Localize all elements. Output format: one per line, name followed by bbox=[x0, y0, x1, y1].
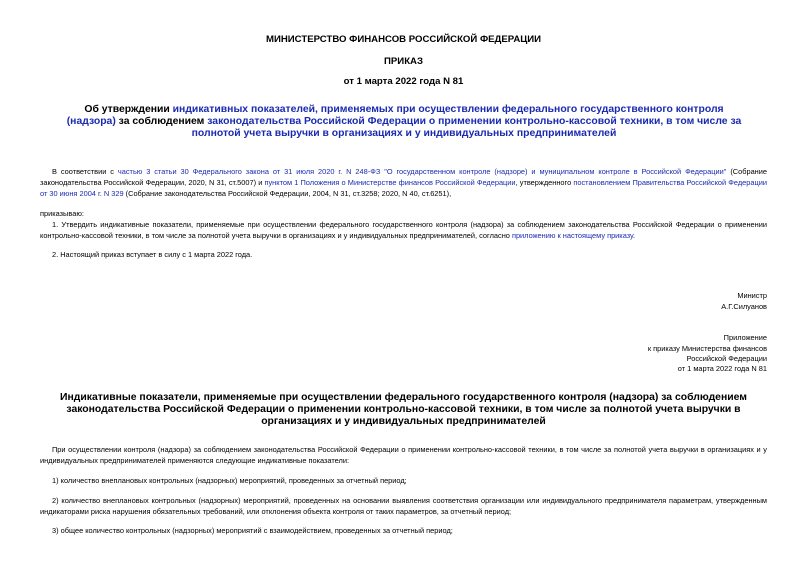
signature-name: А.Г.Силуанов bbox=[721, 302, 767, 311]
appendix-ref-2: к приказу Министерства финансов bbox=[647, 344, 767, 353]
link-federal-law[interactable]: частью 3 статьи 30 Федерального закона от 31 июля 2020 г. N 248-ФЗ "О государственном контроле (надзоре) и муниципальном контроле в Российской Федерации" bbox=[117, 167, 727, 176]
link-appendix[interactable]: приложению к настоящему приказу bbox=[511, 231, 633, 240]
indicator-1: 1) количество внеплановых контрольных (надзорных) мероприятий, проведенных за отчетный период; bbox=[52, 476, 407, 485]
link-government-decree[interactable]: постановлением Правительства Российской Федерации от 30 июня 2004 г. N 329 bbox=[40, 178, 767, 198]
order-word: приказываю: bbox=[40, 209, 84, 218]
indicator-3: 3) общее количество контрольных (надзорных) мероприятий с взаимодействием, проведенных за отчетный период; bbox=[52, 526, 453, 535]
appendix-ref-3: Российской Федерации bbox=[686, 354, 767, 363]
appendix-ref-4: от 1 марта 2022 года N 81 bbox=[677, 364, 767, 373]
preamble-text-4: (Собрание законодательства Российской Федерации, 2004, N 31, ст.3258; 2020, N 40, ст.6251), bbox=[123, 189, 452, 198]
link-ministry-regulation[interactable]: пунктом 1 Положения о Министерстве финансов Российской Федерации bbox=[264, 178, 516, 187]
ministry-header: МИНИСТЕРСТВО ФИНАНСОВ РОССИЙСКОЙ ФЕДЕРАЦИИ bbox=[265, 34, 542, 45]
order-title bbox=[60, 104, 748, 140]
order-item-1 bbox=[40, 219, 767, 241]
appendix-intro: При осуществлении контроля (надзора) за соблюдением законодательства Российской Федерации о применении контрольно-кассовой техники, в том числе за полнотой учета выручки в организациях и у индивидуальных предпринимателей применяются следующие индикативные показатели: bbox=[40, 445, 767, 465]
title-mid: за соблюдением bbox=[115, 116, 208, 127]
indicator-2: 2) количество внеплановых контрольных (надзорных) мероприятий, проведенных на основании выявления соответствия организации или индивидуального предпринимателя параметрам, утвержденным индикаторами риска нарушения обязательных требований, или отклонения объекта контроля от таких параметров, за отчетный период; bbox=[40, 496, 767, 516]
appendix-title: Индикативные показатели, применяемые при осуществлении федерального государственного контроля (надзора) за соблюдением законодательства Российской Федерации о применении контрольно-кассовой техники, в том числе за полнотой учета выручки в организациях и у индивидуальных предпринимателей bbox=[60, 392, 747, 427]
title-link-indicators[interactable]: индикативных показателей, применяемых при осуществлении федерального государственного контроля (надзора) bbox=[66, 104, 724, 127]
signature-position: Министр bbox=[737, 291, 767, 300]
item1-end: . bbox=[633, 231, 636, 240]
title-prefix: Об утверждении bbox=[84, 104, 173, 115]
title-link-legislation[interactable]: законодательства Российской Федерации о применении контрольно-кассовой техники, в том числе за полнотой учета выручки в организациях и у индивидуальных предпринимателей bbox=[191, 116, 742, 139]
preamble-text-2: (Собрание законодательства Российской Федерации, 2020, N 31, ст.5007) и bbox=[40, 167, 767, 187]
order-item-2: 2. Настоящий приказ вступает в силу с 1 марта 2022 года. bbox=[52, 250, 253, 259]
doc-type: ПРИКАЗ bbox=[384, 56, 423, 67]
order-date: от 1 марта 2022 года N 81 bbox=[343, 76, 464, 87]
preamble bbox=[40, 166, 767, 199]
preamble-text-3: , утвержденного bbox=[515, 178, 574, 187]
item1-text: 1. Утвердить индикативные показатели, применяемые при осуществлении федерального государственного контроля (надзора) за соблюдением законодательства Российской Федерации о применении контрольно-кассовой техники, в том числе за полнотой учета выручки в организациях и у индивидуальных предпринимателей, согласно bbox=[40, 220, 767, 240]
preamble-text-1: В соответствии с bbox=[52, 167, 118, 176]
appendix-ref-1: Приложение bbox=[723, 333, 767, 342]
